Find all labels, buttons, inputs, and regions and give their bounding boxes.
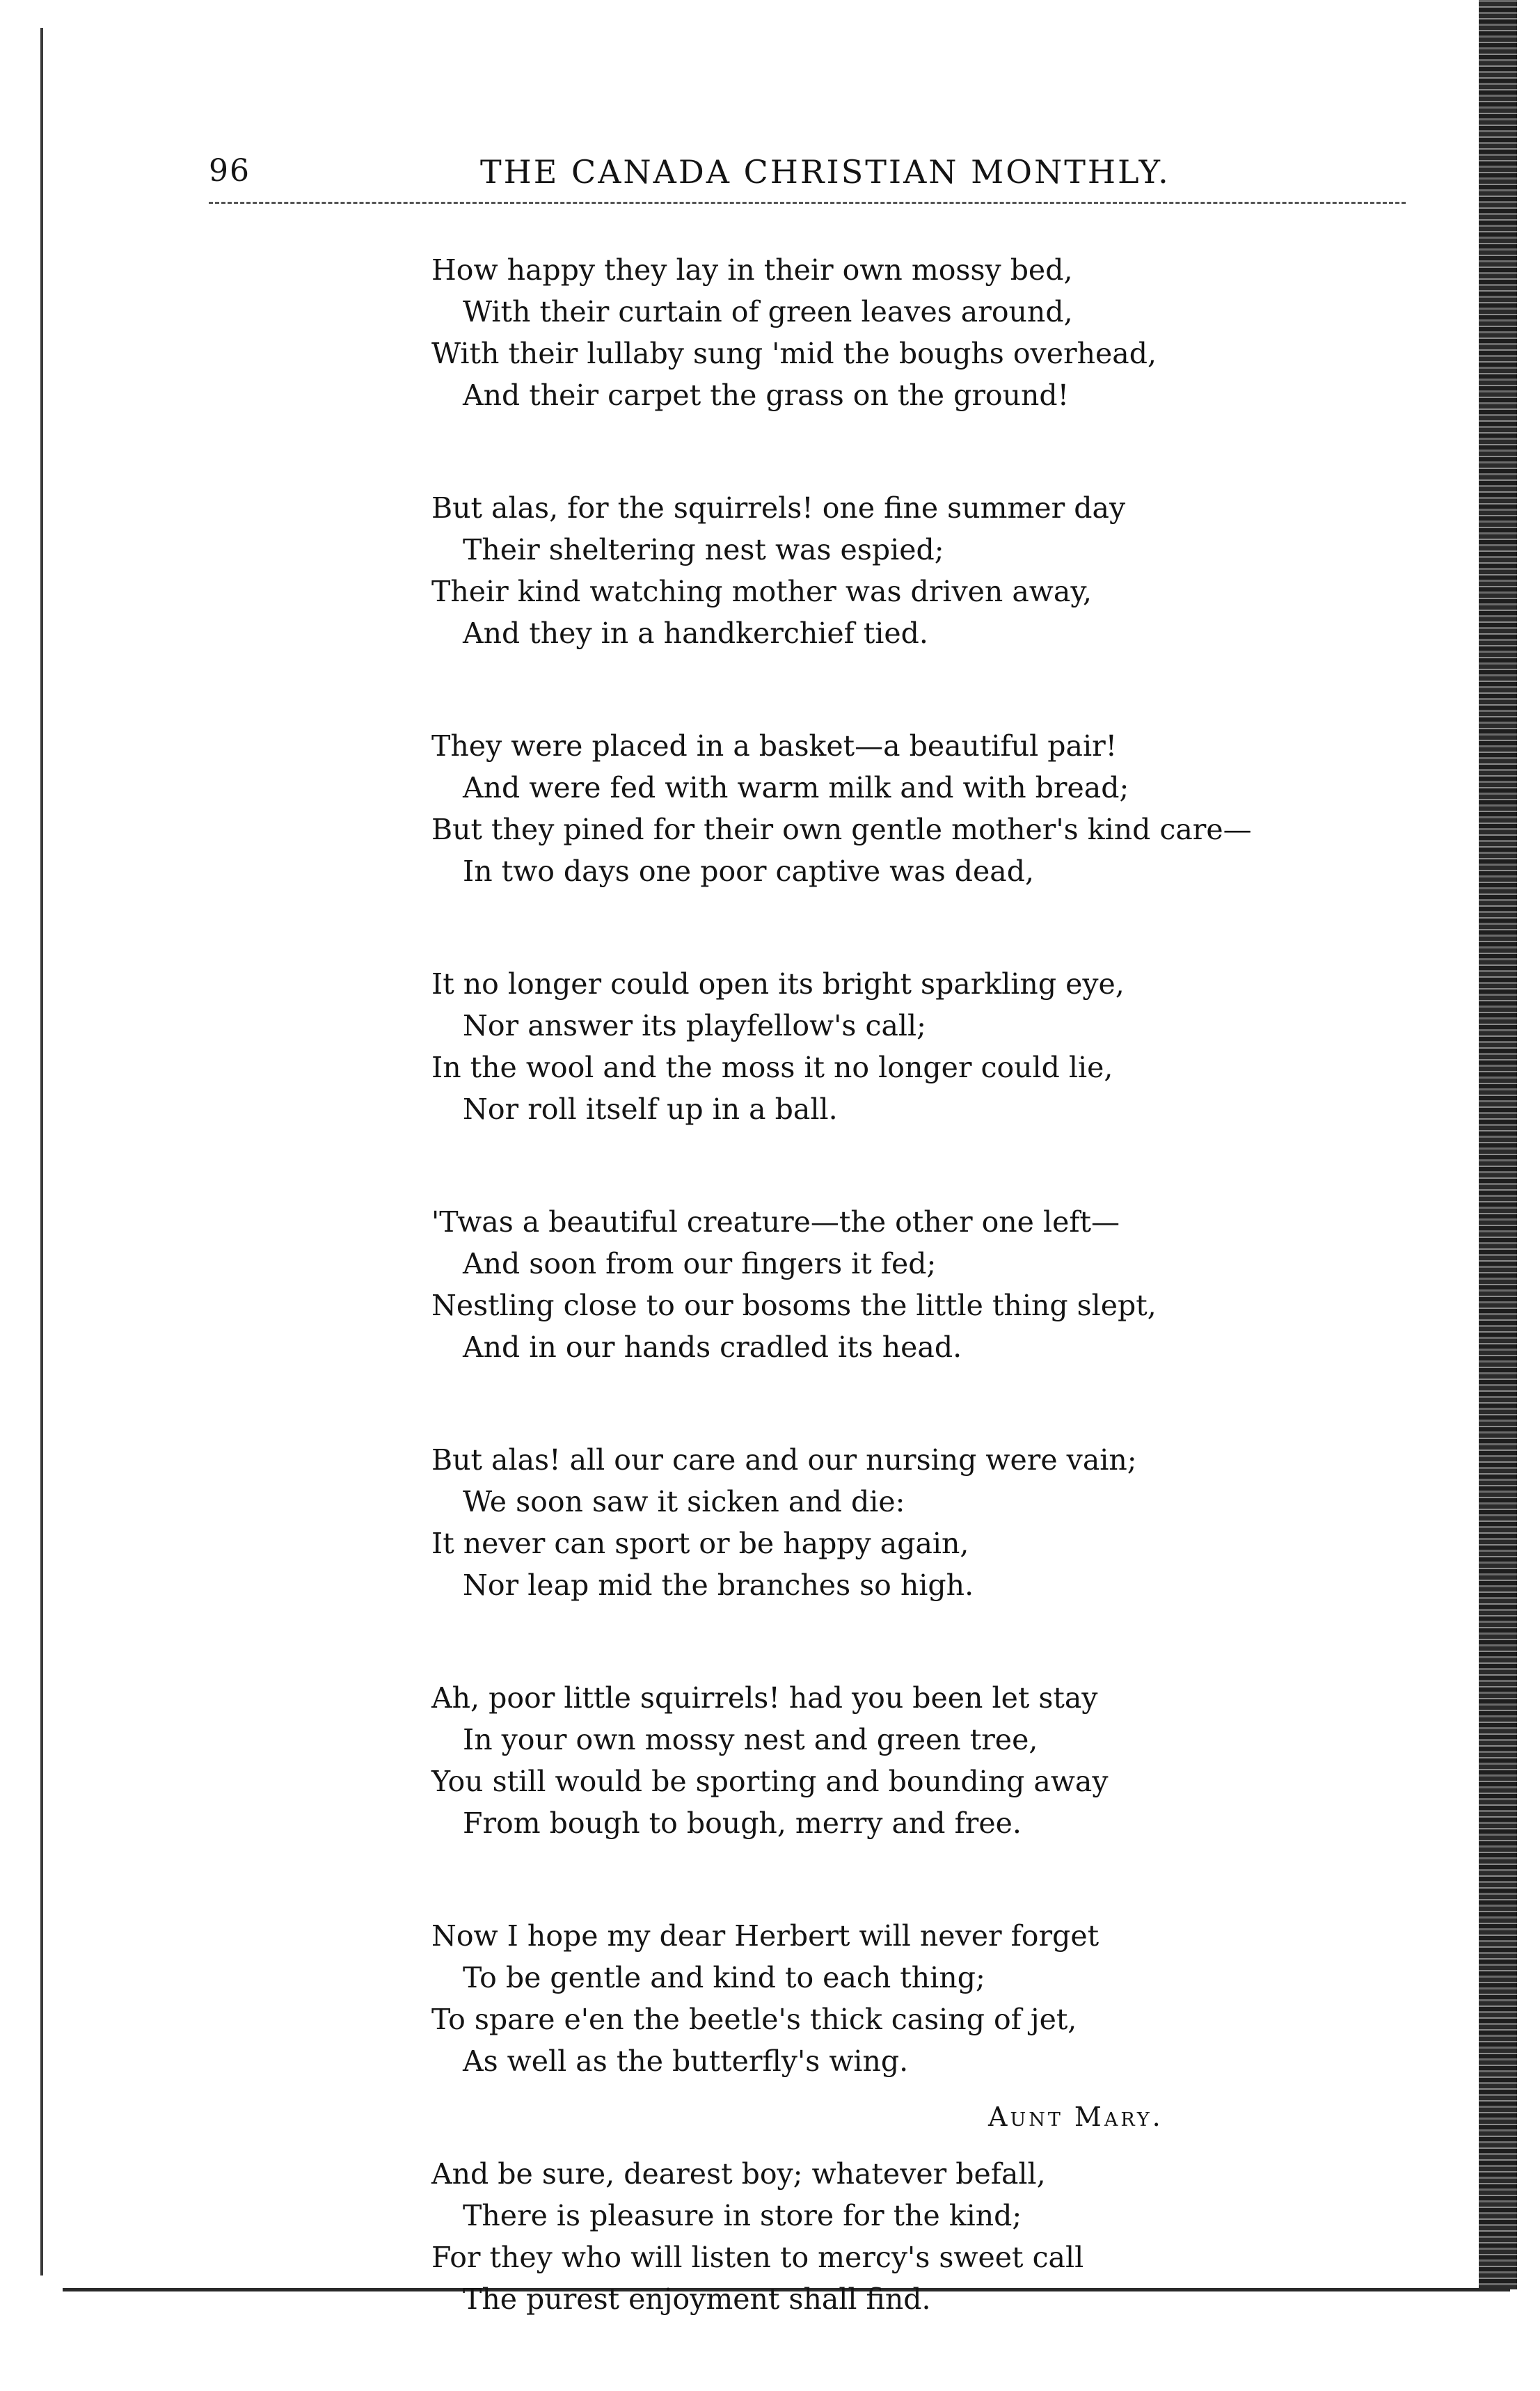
poem-line: With their curtain of green leaves around, xyxy=(463,295,1073,328)
poem-line: The purest enjoyment shall find. xyxy=(463,2282,931,2316)
poem-line: 'Twas a beautiful creature—the other one left— xyxy=(431,1205,1120,1239)
poem-line: Nestling close to our bosoms the little thing slept, xyxy=(431,1289,1157,1322)
page-header xyxy=(209,153,1406,202)
poem-line: It no longer could open its bright sparkling eye, xyxy=(431,967,1125,1001)
poem-line: To spare e'en the beetle's thick casing of jet, xyxy=(431,2003,1077,2036)
poem-line: It never can sport or be happy again, xyxy=(431,1527,969,1560)
header-rule xyxy=(209,202,1406,204)
stanza xyxy=(431,249,1357,416)
author-signature: Aunt Mary. xyxy=(988,2102,1164,2132)
stanza xyxy=(431,1439,1357,1606)
page-edge-right xyxy=(1479,0,1517,2289)
poem-line: In the wool and the moss it no longer could lie, xyxy=(431,1051,1113,1084)
poem-line: We soon saw it sicken and die: xyxy=(463,1485,905,1518)
poem-line: To be gentle and kind to each thing; xyxy=(463,1961,985,1994)
poem-line: But they pined for their own gentle mother's kind care— xyxy=(431,813,1252,846)
poem-line: Their kind watching mother was driven away, xyxy=(431,575,1093,608)
poem-line: And they in a handkerchief tied. xyxy=(463,617,928,650)
poem-line: But alas, for the squirrels! one fine summer day xyxy=(431,491,1126,525)
poem-line: Ah, poor little squirrels! had you been let stay xyxy=(431,1681,1098,1715)
running-head: THE CANADA CHRISTIAN MONTHLY. xyxy=(480,153,1170,191)
poem-line: How happy they lay in their own mossy bed, xyxy=(431,253,1073,287)
stanza xyxy=(431,2153,1357,2320)
poem-line: But alas! all our care and our nursing were vain; xyxy=(431,1443,1137,1477)
stanza xyxy=(431,487,1357,654)
poem-line: Nor answer its playfellow's call; xyxy=(463,1009,926,1042)
stanza xyxy=(431,1915,1357,2082)
poem-line: Their sheltering nest was espied; xyxy=(463,533,944,566)
poem-line: And be sure, dearest boy; whatever befall, xyxy=(431,2157,1046,2191)
poem xyxy=(431,249,1357,2391)
poem-line: Nor roll itself up in a ball. xyxy=(463,1093,838,1126)
binding-rule-left xyxy=(40,28,43,2275)
poem-line: In your own mossy nest and green tree, xyxy=(463,1723,1038,1756)
poem-line: And in our hands cradled its head. xyxy=(463,1330,962,1364)
poem-line: You still would be sporting and bounding away xyxy=(431,1765,1109,1798)
poem-line: As well as the butterfly's wing. xyxy=(463,2044,909,2078)
stanza xyxy=(431,725,1357,892)
stanza xyxy=(431,1201,1357,1368)
poem-line: And soon from our fingers it fed; xyxy=(463,1247,937,1280)
poem-line: And their carpet the grass on the ground! xyxy=(463,379,1070,412)
stanza xyxy=(431,1677,1357,1844)
poem-line: There is pleasure in store for the kind; xyxy=(463,2199,1022,2232)
poem-line: And were fed with warm milk and with bread; xyxy=(463,771,1129,804)
poem-line: In two days one poor captive was dead, xyxy=(463,855,1035,888)
poem-line: Now I hope my dear Herbert will never forget xyxy=(431,1919,1100,1953)
stanza xyxy=(431,963,1357,1130)
poem-line: With their lullaby sung 'mid the boughs overhead, xyxy=(431,337,1157,370)
poem-line: For they who will listen to mercy's sweet call xyxy=(431,2241,1084,2274)
poem-line: From bough to bough, merry and free. xyxy=(463,1806,1022,1840)
poem-line: Nor leap mid the branches so high. xyxy=(463,1568,974,1602)
page-number: 96 xyxy=(209,153,251,189)
poem-line: They were placed in a basket—a beautiful pair! xyxy=(431,729,1118,763)
